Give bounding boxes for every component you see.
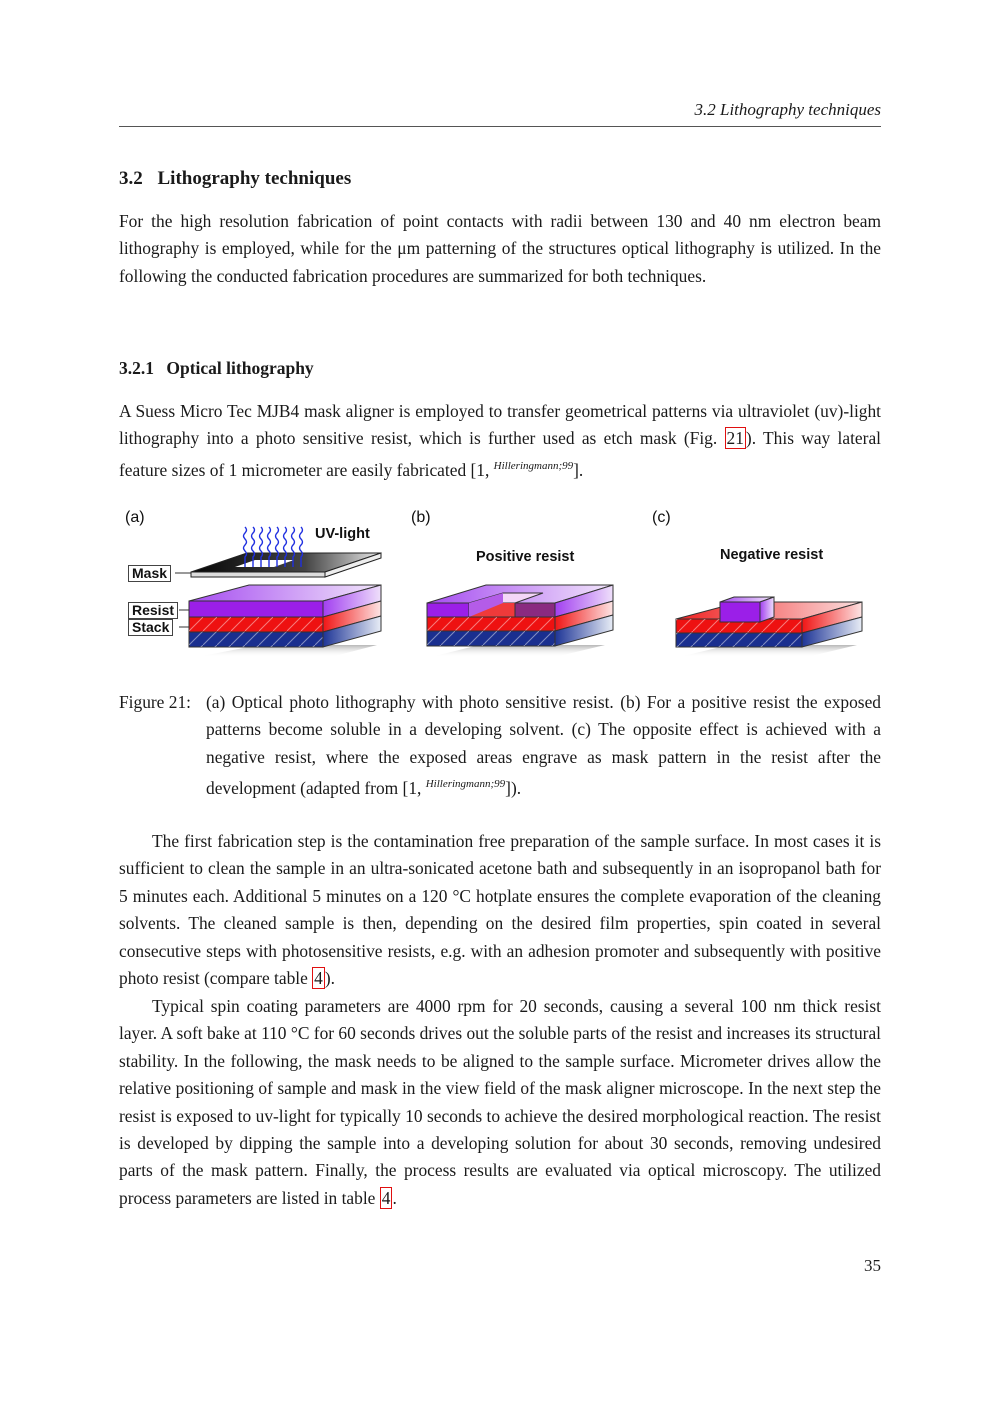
table-reference-link[interactable]: 4 bbox=[314, 968, 323, 989]
caption-body bbox=[206, 689, 881, 803]
lithography-diagram bbox=[119, 505, 881, 670]
subsection-title: Optical lithography bbox=[166, 358, 314, 378]
figure-reference-link[interactable]: 21 bbox=[726, 428, 744, 449]
paragraph-text: ). bbox=[324, 968, 336, 989]
header-rule bbox=[119, 126, 881, 127]
intro-paragraph: For the high resolution fabrication of point contacts with radii between 130 and 40 nm electron beam lithography is employed, while for the μm patterning of the structures optical lithography is utilized. In the following the conducted fabrication procedures are summarized for both techniques. bbox=[119, 211, 881, 286]
negative-resist-title: Negative resist bbox=[720, 547, 824, 563]
stack-tag: Stack bbox=[128, 619, 173, 636]
paragraph-text: The first fabrication step is the contamination free preparation of the sample surface. In most cases it is sufficient to clean the sample in an ultra-sonicated acetone bath and subsequently in an isopropanol bath for 5 minutes each. Additional 5 minutes on a 120 °C hotplate ensures the complete evaporation of the cleaning solvents. The cleaned sample is then, depending on the desired film properties, spin coated in several consecutive steps with photosensitive resists, e.g. with an adhesion promoter and subsequently with positive photo resist (compare table bbox=[119, 831, 881, 989]
panel-a-label: (a) bbox=[125, 509, 145, 526]
panel-c-label: (c) bbox=[652, 509, 671, 526]
running-header: 3.2 Lithography techniques bbox=[694, 100, 881, 119]
optical-lithography-paragraph bbox=[119, 398, 881, 484]
page-number: 35 bbox=[864, 1256, 881, 1275]
paragraph-text: A Suess Micro Tec MJB4 mask aligner is employed to transfer geometrical patterns via ultraviolet (uv)-light lithography into a photo sensitive resist, which is further used as etch mask (Fig. bbox=[119, 401, 881, 449]
caption-text: (a) Optical photo lithography with photo sensitive resist. (b) For a positive resist the exposed patterns become soluble in a developing solvent. (c) The opposite effect is achieved with a negative resist, where the exposed areas engrave as mask pattern in the resist after the development (adapted from [1, bbox=[206, 692, 881, 799]
section-title: Lithography techniques bbox=[157, 168, 352, 189]
caption-label: Figure 21: bbox=[119, 692, 191, 712]
section-number: 3.2 bbox=[119, 168, 143, 189]
citation-superscript: Hilleringmann;99 bbox=[425, 778, 506, 791]
mask-tag: Mask bbox=[128, 565, 171, 582]
figure-21 bbox=[119, 505, 881, 670]
citation-superscript: Hilleringmann;99 bbox=[493, 459, 574, 472]
paragraph-text: . bbox=[392, 1187, 397, 1208]
resist-tag: Resist bbox=[128, 602, 178, 619]
subsection-number: 3.2.1 bbox=[119, 358, 154, 378]
caption-text: ]). bbox=[505, 778, 522, 799]
panel-b-label: (b) bbox=[411, 509, 431, 526]
paragraph-text: ). This way lateral feature sizes of 1 micrometer are easily fabricated [1, bbox=[119, 428, 881, 480]
section-heading bbox=[119, 168, 351, 190]
subsection-heading bbox=[119, 358, 314, 379]
paragraph-text: Typical spin coating parameters are 4000 rpm for 20 seconds, causing a several 100 nm thick resist layer. A soft bake at 110 °C for 60 seconds drives out the soluble parts of the resist and increases its structural stability. In the following, the mask needs to be aligned to the sample surface. Micrometer drives allow the relative positioning of sample and mask in the view field of the mask aligner microscope. In the next step the resist is exposed to uv-light for typically 10 seconds to achieve the desired morphological reaction. The resist is developed by dipping the sample into a developing solution for about 30 seconds, removing undesired parts of the mask pattern. Finally, the process results are evaluated via optical microscopy. The utilized process parameters are listed in table bbox=[119, 996, 881, 1208]
positive-resist-title: Positive resist bbox=[476, 549, 575, 565]
body-paragraph-2 bbox=[119, 993, 881, 1212]
paragraph-text: ]. bbox=[573, 459, 584, 480]
body-paragraph-1 bbox=[119, 828, 881, 992]
uv-light-label: UV-light bbox=[315, 526, 370, 542]
figure-caption bbox=[119, 689, 881, 803]
table-reference-link[interactable]: 4 bbox=[381, 1187, 391, 1208]
